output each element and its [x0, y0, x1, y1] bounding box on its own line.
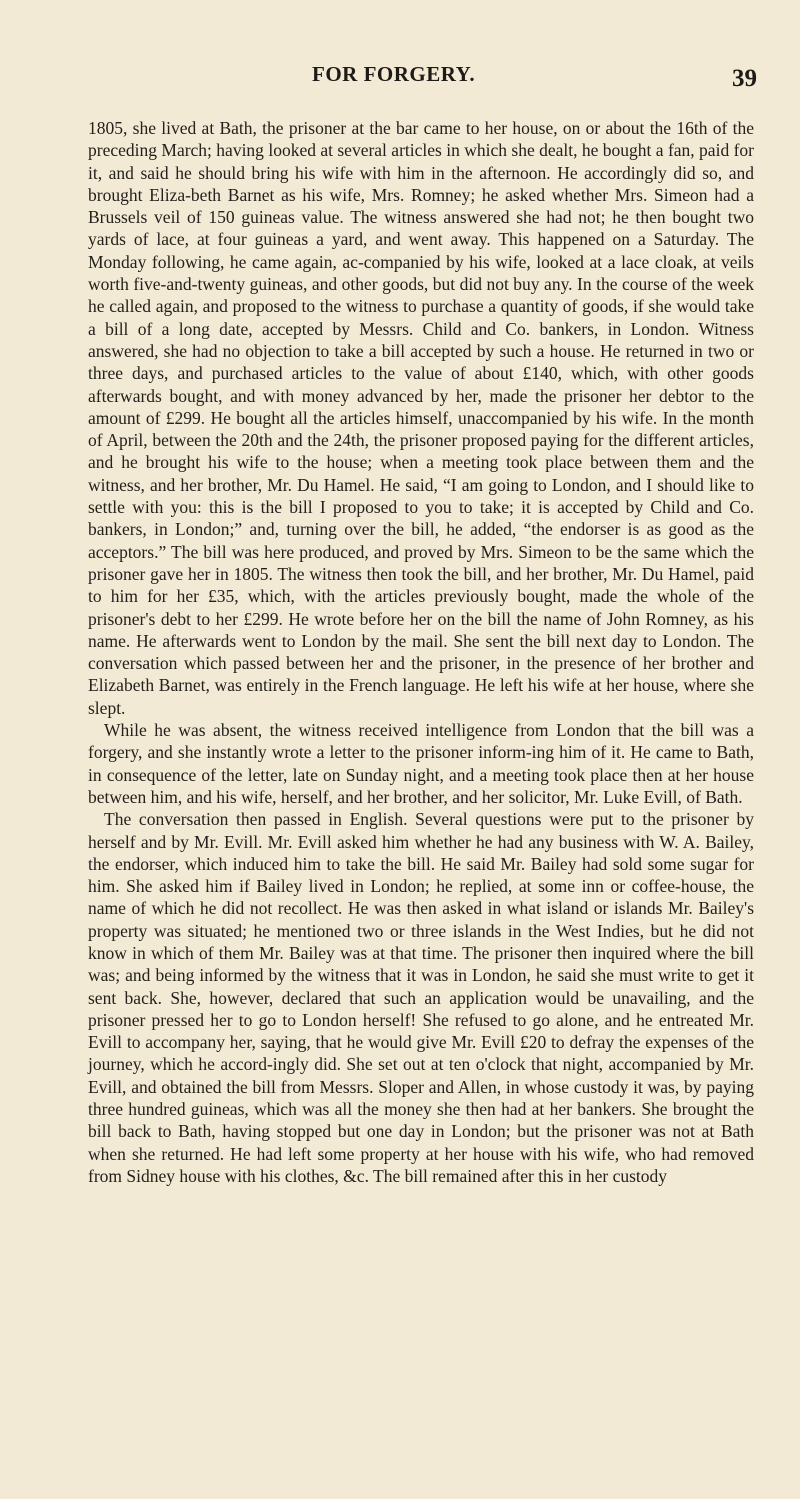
page-number: 39 [732, 65, 757, 92]
paragraph: 1805, she lived at Bath, the prisoner at the bar came to her house, on or about the 16th of the preceding March; having looked at several articles in which she dealt, he bought a fan, paid for it, and said he should bring his wife with him in the afternoon. He accordingly did so, and brought Eliza-beth Barnet as his wife, Mrs. Romney; he asked whether Mrs. Simeon had a Brussels veil of 150 guineas value. The witness answered she had not; he then bought two yards of lace, at four guineas a yard, and went away. This happened on a Saturday. The Monday following, he came again, ac-companied by his wife, looked at a lace cloak, at veils worth five-and-twenty guineas, and other goods, but did not buy any. In the course of the week he called again, and proposed to the witness to purchase a quantity of goods, if she would take a bill of a long date, accepted by Messrs. Child and Co. bankers, in London. Witness answered, she had no objection to take a bill accepted by such a house. He returned in two or three days, and purchased articles to the value of about £140, which, with other goods afterwards bought, and with money advanced by her, made the prisoner her debtor to the amount of £299. He bought all the articles himself, unaccompanied by his wife. In the month of April, between the 20th and the 24th, the prisoner proposed paying for the different articles, and he brought his wife to the house; when a meeting took place between them and the witness, and her brother, Mr. Du Hamel. He said, “I am going to London, and I should like to settle with you: this is the bill I proposed to you to take; it is accepted by Child and Co. bankers, in London;” and, turning over the bill, he added, “the endorser is as good as the acceptors.” The bill was here produced, and proved by Mrs. Simeon to be the same which the prisoner gave her in 1805. The witness then took the bill, and her brother, Mr. Du Hamel, paid to him for her £35, which, with the articles previously bought, made the whole of the prisoner's debt to her £299. He wrote before her on the bill the name of John Romney, as his name. He afterwards went to London by the mail. She sent the bill next day to London. The conversation which passed between her and the prisoner, in the presence of her brother and Elizabeth Barnet, was entirely in the French language. He left his wife at her house, where she slept. [88, 118, 754, 718]
paragraph: While he was absent, the witness received intelligence from London that the bill was a forgery, and she instantly wrote a letter to the prisoner inform-ing him of it. He came to Bath, in consequence of the letter, late on Sunday night, and a meeting took place then at her house between him, and his wife, herself, and her brother, and her solicitor, Mr. Luke Evill, of Bath. [88, 720, 754, 807]
running-title: FOR FORGERY. [312, 62, 476, 86]
paragraph: The conversation then passed in English. Several questions were put to the prisoner by herself and by Mr. Evill. Mr. Evill asked him whether he had any business with W. A. Bailey, the endorser, which induced him to take the bill. He said Mr. Bailey had sold some sugar for him. She asked him if Bailey lived in London; he replied, at some inn or coffee-house, the name of which he did not recollect. He was then asked in what island or islands Mr. Bailey's property was situated; he mentioned two or three islands in the West Indies, but he did not know in which of them Mr. Bailey was at that time. The prisoner then inquired where the bill was; and being informed by the witness that it was in London, he said she must write to get it sent back. She, however, declared that such an application would be unavailing, and the prisoner pressed her to go to London herself! She refused to go alone, and he entreated Mr. Evill to accompany her, saying, that he would give Mr. Evill £20 to defray the expenses of the journey, which he accord-ingly did. She set out at ten o'clock that night, accompanied by Mr. Evill, and obtained the bill from Messrs. Sloper and Allen, in whose custody it was, by paying three hundred guineas, which was all the money she then had at her bankers. She brought the bill back to Bath, having stopped but one day in London; but the prisoner was not at Bath when she returned. He had left some property at her house with his wife, who had removed from Sidney house with his clothes, &c. The bill remained after this in her custody [88, 809, 754, 1186]
body-text [88, 117, 754, 1187]
